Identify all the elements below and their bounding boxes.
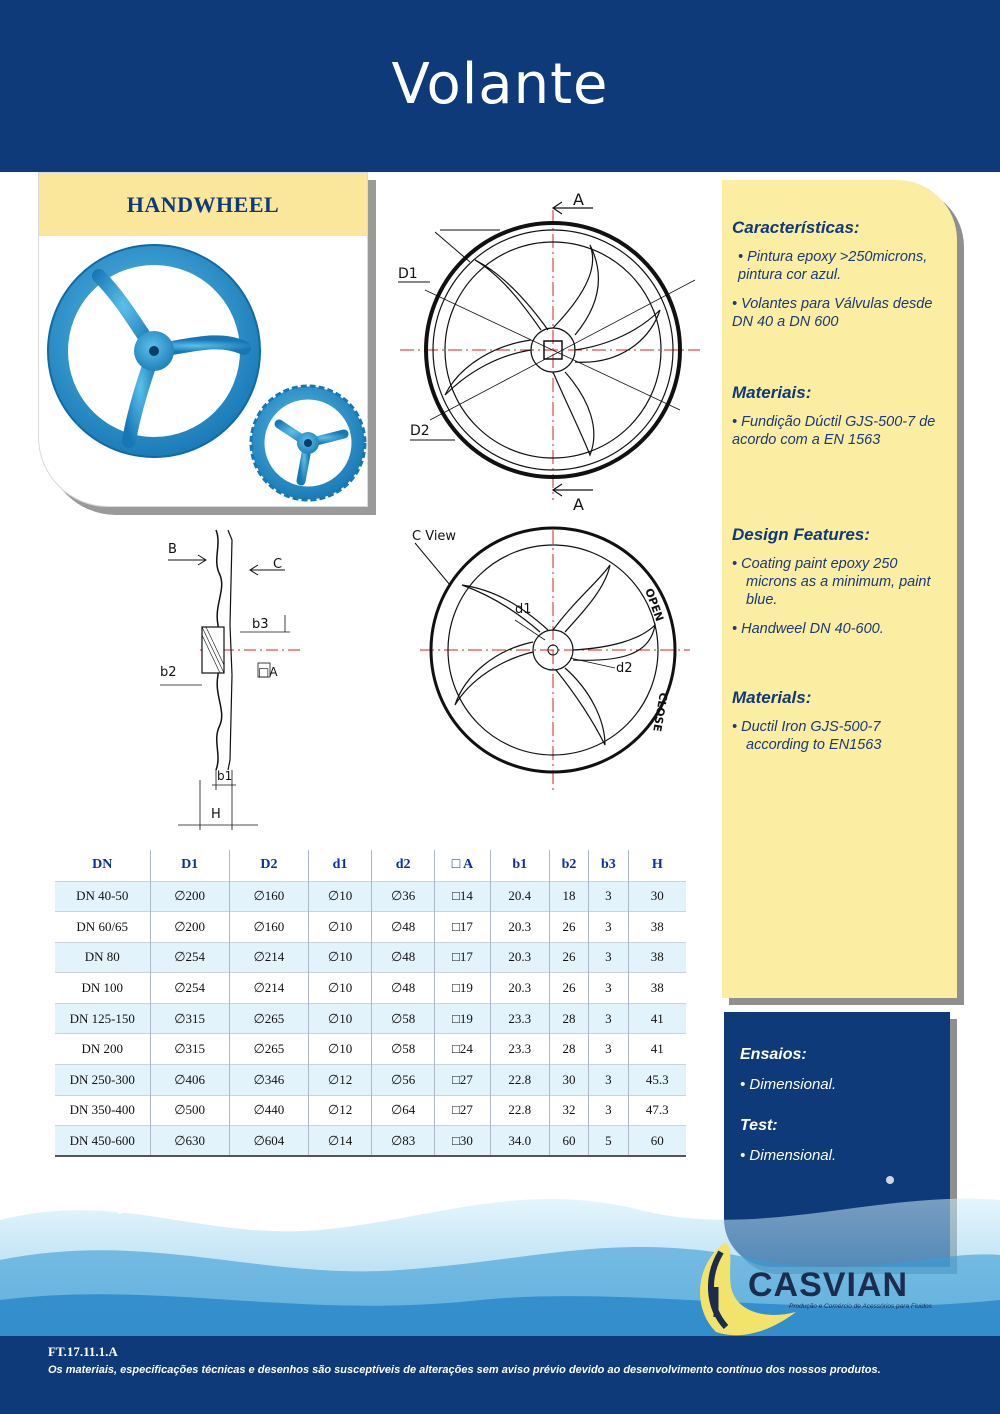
table-row [55,881,686,912]
side-view-drawing [160,530,300,830]
col-header: H [628,850,686,881]
table-cell: 26 [549,912,588,943]
table-cell: 38 [628,942,686,973]
table-cell: 3 [589,1034,628,1065]
table-cell: 23.3 [490,1003,549,1034]
table-cell: DN 250-300 [55,1065,150,1096]
table-cell: DN 80 [55,942,150,973]
table-cell: □17 [435,912,491,943]
side-label-a-square: □A [258,665,278,679]
table-cell: ∅10 [309,973,372,1004]
dimensions-table [55,850,686,1157]
table-cell: 3 [589,881,628,912]
table-cell: 5 [589,1126,628,1157]
side-label-b3: b3 [252,617,269,632]
col-header: d2 [372,850,435,881]
table-cell: 3 [589,973,628,1004]
col-header: □ A [435,850,491,881]
table-row [55,1065,686,1096]
table-cell: 41 [628,1034,686,1065]
front-label-a-bottom: A [573,495,584,514]
cview-label-d1: d1 [515,602,532,617]
table-row [55,973,686,1004]
table-cell: DN 40-50 [55,881,150,912]
table-cell: ∅58 [372,1003,435,1034]
table-cell: 38 [628,912,686,943]
table-cell: ∅200 [150,881,229,912]
materiais-title: Materiais: [732,383,812,402]
table-cell: 60 [549,1126,588,1157]
table-cell: ∅48 [372,973,435,1004]
table-cell: 20.4 [490,881,549,912]
table-cell: DN 350-400 [55,1095,150,1126]
table-cell: □19 [435,973,491,1004]
front-label-d1: D1 [398,266,418,282]
table-header-row [55,850,686,881]
front-label-d2: D2 [410,423,430,439]
table-cell: ∅200 [150,912,229,943]
table-cell: 28 [549,1003,588,1034]
front-label-a-top: A [573,190,584,209]
logo-tagline: Produção e Comércio de Acessórios para Fluidos [789,1303,932,1310]
col-header: DN [92,857,113,873]
table-cell: 22.8 [490,1095,549,1126]
table-cell: ∅10 [309,1003,372,1034]
list-item: • Coating paint epoxy 250 microns as a minimum, paint blue. [732,556,931,608]
table-cell: 34.0 [490,1126,549,1157]
table-row [55,1095,686,1126]
disclaimer-note: Os materiais, especificações técnicas e desenhos são susceptíveis de alterações sem aviso prévio devido ao desenvolvimento contínuo dos nossos produtos. [48,1364,881,1376]
table-cell: □27 [435,1095,491,1126]
table-row [55,912,686,943]
table-cell: ∅83 [372,1126,435,1157]
side-label-h: H [211,807,221,822]
test-title: Test: [740,1117,778,1134]
table-cell: 28 [549,1034,588,1065]
specifications-panel [722,180,957,998]
c-view-drawing [415,528,690,790]
caracteristicas-section [732,218,947,331]
table-row [55,1003,686,1034]
table-cell: ∅500 [150,1095,229,1126]
caracteristicas-title: Características: [732,218,860,237]
table-cell: ∅346 [229,1065,308,1096]
cview-label-close: CLOSE [650,691,670,733]
table-cell: ∅406 [150,1065,229,1096]
table-cell: ∅160 [229,881,308,912]
ensaios-item: • Dimensional. [740,1076,837,1093]
table-cell: ∅64 [372,1095,435,1126]
materials-section [732,688,947,754]
page-footer [0,1336,1000,1414]
table-cell: 26 [549,942,588,973]
table-row [55,1034,686,1065]
table-cell: □19 [435,1003,491,1034]
table-cell: ∅10 [309,1034,372,1065]
list-item: • Pintura epoxy >250microns, pintura cor azul. [738,249,928,283]
col-header: D2 [229,850,308,881]
table-cell: 3 [589,912,628,943]
side-label-b1: b1 [217,769,233,783]
table-cell: ∅265 [229,1034,308,1065]
test-item: • Dimensional. [740,1147,837,1164]
list-item: • Fundição Dúctil GJS-500-7 de acordo com a EN 1563 [732,414,936,448]
table-cell: 30 [549,1065,588,1096]
table-cell: 20.3 [490,942,549,973]
side-label-b2: b2 [160,665,177,680]
table-row [55,942,686,973]
table-cell: ∅630 [150,1126,229,1157]
table-cell: DN 100 [55,973,150,1004]
table-cell: 30 [628,881,686,912]
materiais-list [732,413,947,449]
cview-label-d2: d2 [616,661,633,676]
document-code: FT.17.11.1.A [48,1344,118,1359]
table-cell: □14 [435,881,491,912]
cview-title: C View [412,529,457,544]
table-cell: 32 [549,1095,588,1126]
table-cell: ∅10 [309,881,372,912]
list-item: • Handweel DN 40-600. [732,621,884,637]
materiais-section [732,383,947,449]
side-label-b: B [168,542,177,557]
table-cell: □17 [435,942,491,973]
table-cell: 23.3 [490,1034,549,1065]
page-title: Volante [391,52,609,117]
table-cell: ∅48 [372,912,435,943]
table-cell: □24 [435,1034,491,1065]
table-cell: ∅265 [229,1003,308,1034]
table-cell: ∅10 [309,942,372,973]
cview-label-open: OPEN [642,586,667,624]
col-header: b2 [549,850,588,881]
table-cell: DN 125-150 [55,1003,150,1034]
table-cell: ∅56 [372,1065,435,1096]
table-cell: 3 [589,942,628,973]
table-cell: 3 [589,1095,628,1126]
table-cell: □30 [435,1126,491,1157]
table-cell: 20.3 [490,973,549,1004]
table-cell: 41 [628,1003,686,1034]
logo-name: CASVIAN [748,1266,909,1304]
list-item: • Volantes para Válvulas desde DN 40 a DN 600 [732,296,933,330]
table-cell: 20.3 [490,912,549,943]
table-cell: 18 [549,881,588,912]
col-header: D1 [150,850,229,881]
design-features-section [732,525,947,638]
table-cell: 60 [628,1126,686,1157]
table-cell: ∅160 [229,912,308,943]
table-cell: 22.8 [490,1065,549,1096]
caracteristicas-list [732,248,947,331]
table-cell: 26 [549,973,588,1004]
table-cell: 45.3 [628,1065,686,1096]
materials-list [732,718,947,754]
design-features-title: Design Features: [732,525,870,544]
table-cell: 3 [589,1065,628,1096]
col-header: b1 [490,850,549,881]
table-cell: 38 [628,973,686,1004]
table-cell: DN 450-600 [55,1126,150,1157]
table-cell: ∅254 [150,942,229,973]
table-cell: ∅315 [150,1003,229,1034]
photo-card-title: HANDWHEEL [126,191,280,217]
table-cell: 47.3 [628,1095,686,1126]
table-cell: ∅604 [229,1126,308,1157]
table-cell: DN 60/65 [55,912,150,943]
table-cell: ∅48 [372,942,435,973]
table-cell: ∅10 [309,912,372,943]
technical-drawings [0,0,700,840]
design-features-list [732,555,947,638]
side-label-c: C [273,557,283,572]
table-cell: □27 [435,1065,491,1096]
front-view-drawing [398,202,700,500]
table-cell: ∅440 [229,1095,308,1126]
col-header: d1 [309,850,372,881]
table-cell: ∅12 [309,1095,372,1126]
table-cell: ∅315 [150,1034,229,1065]
list-item: • Ductil Iron GJS-500-7 according to EN1563 [732,719,882,753]
table-cell: ∅14 [309,1126,372,1157]
table-cell: ∅214 [229,942,308,973]
col-header: b3 [589,850,628,881]
ensaios-title: Ensaios: [740,1046,807,1063]
table-cell: ∅36 [372,881,435,912]
table-cell: ∅58 [372,1034,435,1065]
materials-title: Materials: [732,688,812,707]
table-cell: ∅214 [229,973,308,1004]
table-cell: ∅12 [309,1065,372,1096]
table-cell: ∅254 [150,973,229,1004]
table-cell: DN 200 [55,1034,150,1065]
table-cell: 3 [589,1003,628,1034]
